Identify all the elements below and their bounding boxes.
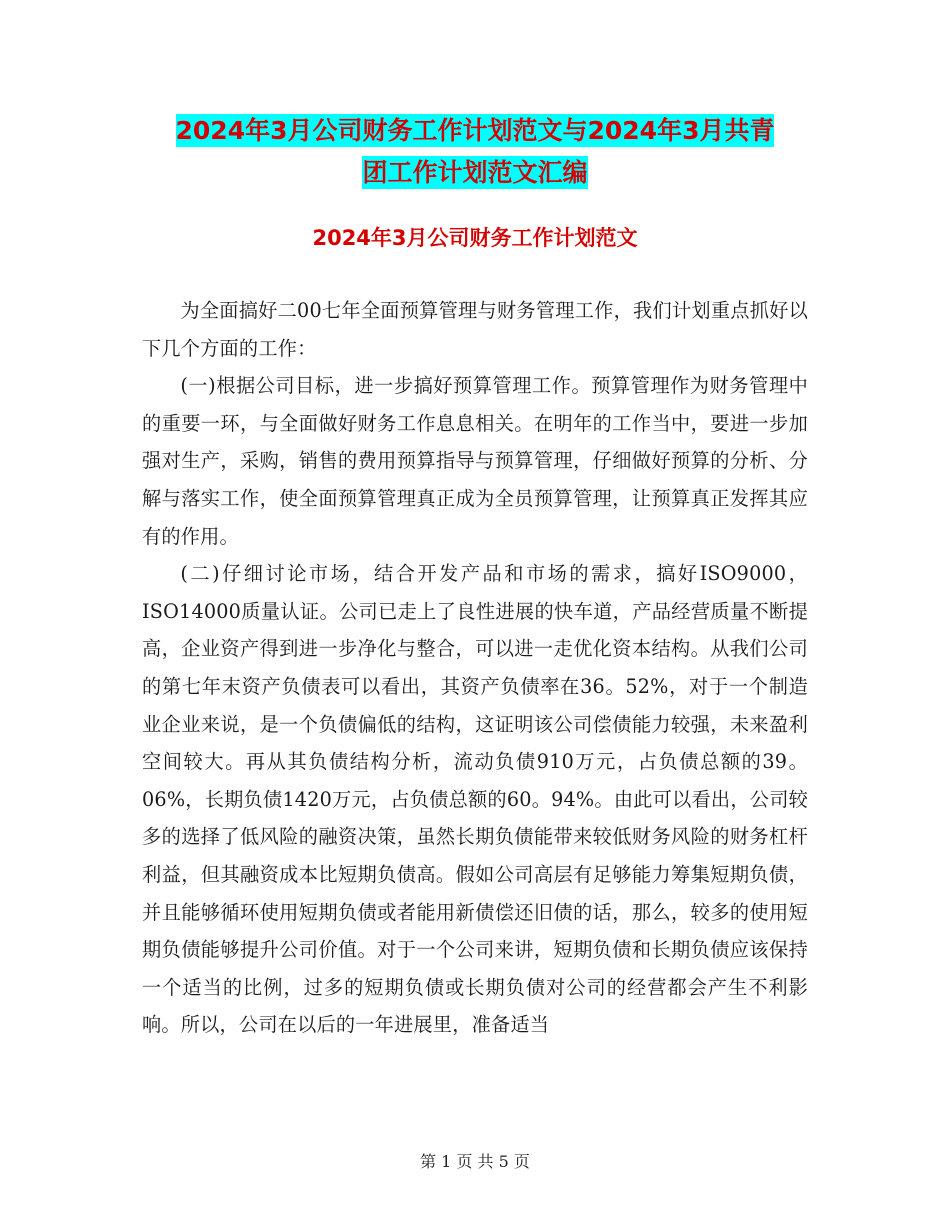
paragraph-budget-management: (一)根据公司目标，进一步搞好预算管理工作。预算管理作为财务管理中的重要一环，与全面做好财务工作息息相关。在明年的工作当中，要进一步加强对生产，采购，销售的费用预算指导与预算管理，仔细做好预算的分析、分解与落实工作，使全面预算管理真正成为全员预算管理，让预算真正发挥其应有的作用。 bbox=[142, 374, 808, 548]
document-title-line-2: 团工作计划范文汇编 bbox=[362, 158, 588, 187]
document-title-line-1: 2024年3月公司财务工作计划范文与2024年3月共青 bbox=[175, 116, 775, 145]
paragraph-market-research: (二)仔细讨论市场，结合开发产品和市场的需求，搞好ISO9000，ISO14000质量认证。公司已走上了良性进展的快车道，产品经营质量不断提高，企业资产得到进一步净化与整合，可以进一走优化资本结构。从我们公司的第七年末资产负债表可以看出，其资产负债率在36。52%，对于一个制造业企业来说，是一个负债偏低的结构，这证明该公司偿债能力较强，未来盈利空间较大。再从其负债结构分析，流动负债910万元，占负债总额的39。06%，长期负债1420万元，占负债总额的60。94%。由此可以看出，公司较多的选择了低风险的融资决策，虽然长期负债能带来较低财务风险的财务杠杆利益，但其融资成本比短期负债高。假如公司高层有足够能力筹集短期负债，并且能够循环使用短期负债或者能用新债偿还旧债的话，那么，较多的使用短期负债能够提升公司价值。对于一个公司来讲，短期负债和长期负债应该保持一个适当的比例，过多的短期负债或长期负债对公司的经营都会产生不利影响。所以，公司在以后的一年进展里，准备适当 bbox=[142, 562, 808, 1037]
document-body bbox=[142, 292, 808, 1044]
page-number-footer: 第 1 页 共 5 页 bbox=[420, 1152, 530, 1171]
document-title bbox=[140, 110, 810, 194]
paragraph-intro: 为全面搞好二00七年全面预算管理与财务管理工作，我们计划重点抓好以下几个方面的工作： bbox=[142, 299, 808, 360]
section-title: 2024年3月公司财务工作计划范文 bbox=[312, 226, 638, 250]
